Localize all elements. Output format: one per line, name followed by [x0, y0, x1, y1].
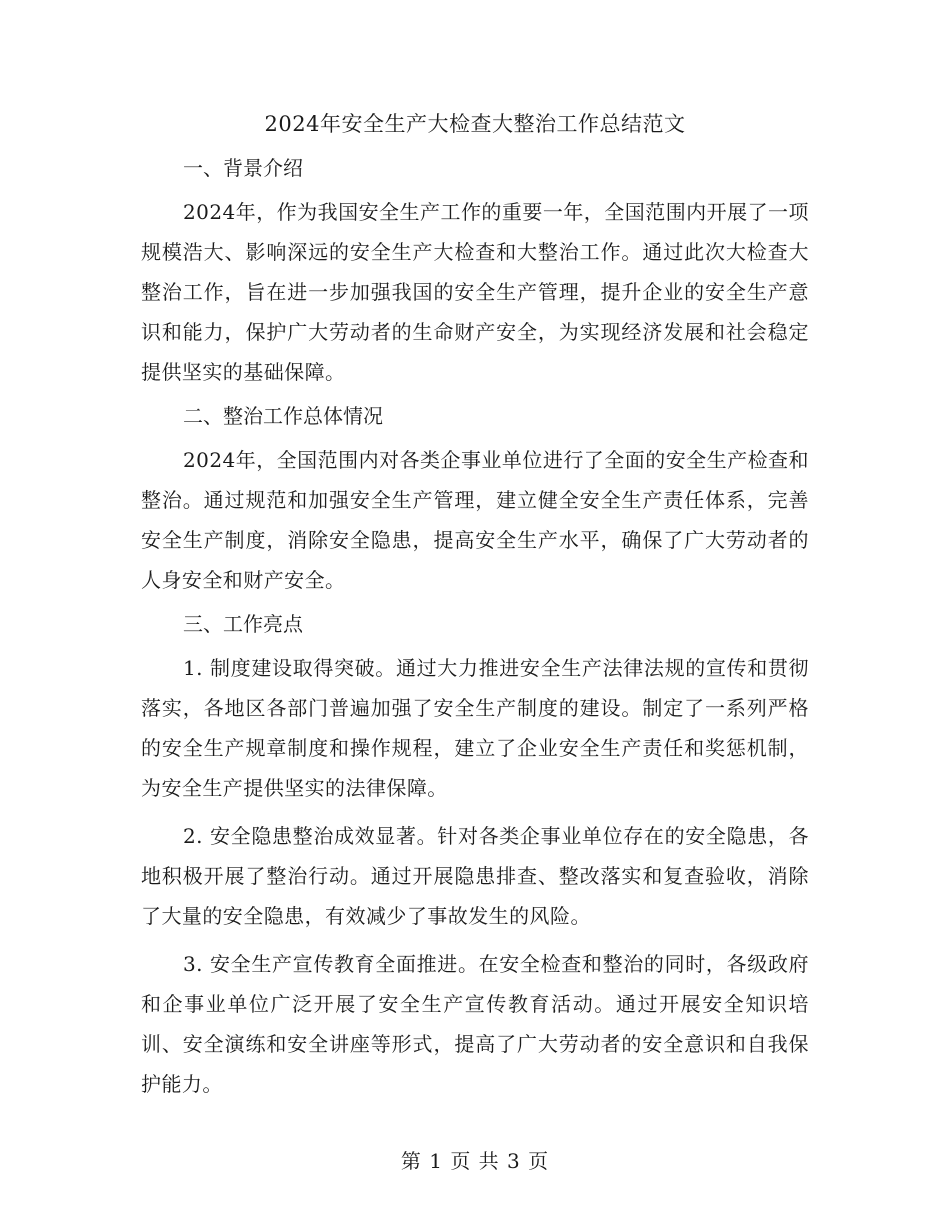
document-body — [141, 152, 809, 1112]
paragraph-highlight-3: 3. 安全生产宣传教育全面推进。在安全检查和整治的同时，各级政府和企事业单位广泛开展了安全生产宣传教育活动。通过开展安全知识培训、安全演练和安全讲座等形式，提高了广大劳动者的安全意识和自我保护能力。 — [141, 952, 809, 1096]
section-heading-background: 一、背景介绍 — [183, 156, 303, 180]
section-heading-overall: 二、整治工作总体情况 — [183, 404, 383, 428]
paragraph-overall: 2024年，全国范围内对各类企事业单位进行了全面的安全生产检查和整治。通过规范和加强安全生产管理，建立健全安全生产责任体系，完善安全生产制度，消除安全隐患，提高安全生产水平，确保了广大劳动者的人身安全和财产安全。 — [141, 448, 809, 592]
document-title: 2024年安全生产大检查大整治工作总结范文 — [264, 112, 686, 136]
paragraph-highlight-1: 1. 制度建设取得突破。通过大力推进安全生产法律法规的宣传和贯彻落实，各地区各部门普遍加强了安全生产制度的建设。制定了一系列严格的安全生产规章制度和操作规程，建立了企业安全生产责任和奖惩机制，为安全生产提供坚实的法律保障。 — [141, 656, 809, 800]
paragraph-highlight-2: 2. 安全隐患整治成效显著。针对各类企事业单位存在的安全隐患，各地积极开展了整治行动。通过开展隐患排查、整改落实和复查验收，消除了大量的安全隐患，有效减少了事故发生的风险。 — [141, 824, 809, 928]
page-footer: 第 1 页 共 3 页 — [400, 1149, 550, 1173]
paragraph-background: 2024年，作为我国安全生产工作的重要一年，全国范围内开展了一项规模浩大、影响深远的安全生产大检查和大整治工作。通过此次大检查大整治工作，旨在进一步加强我国的安全生产管理，提升企业的安全生产意识和能力，保护广大劳动者的生命财产安全，为实现经济发展和社会稳定提供坚实的基础保障。 — [141, 200, 809, 384]
section-heading-highlights: 三、工作亮点 — [183, 612, 303, 636]
